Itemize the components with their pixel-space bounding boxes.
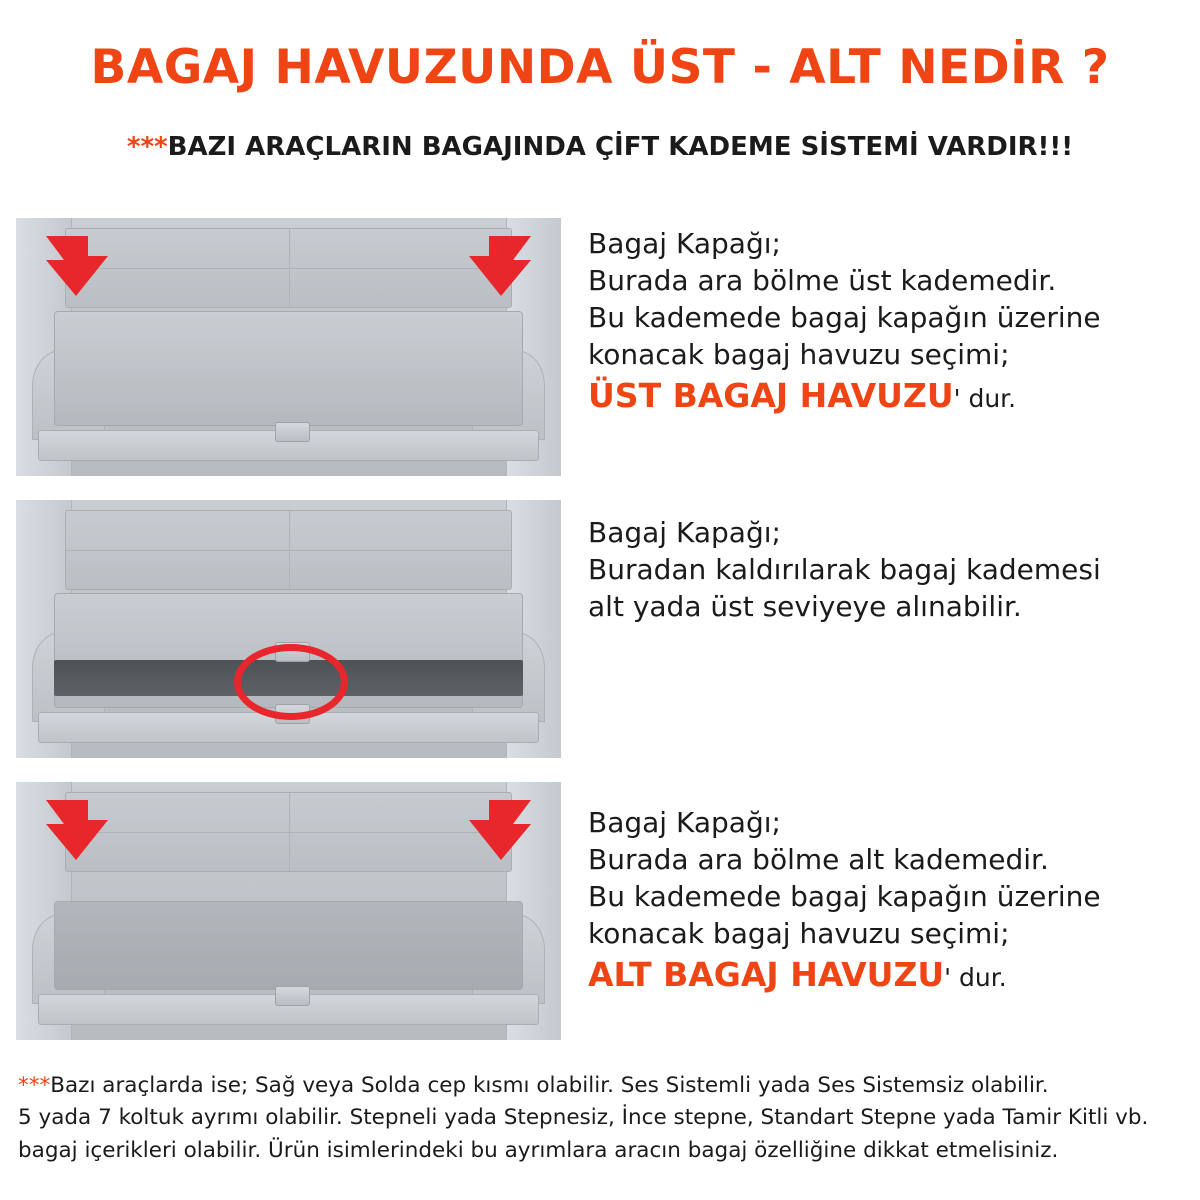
text-line: konacak bagaj havuzu seçimi; [588,337,1010,371]
highlight-suffix: ' dur. [953,383,1017,413]
arrow-right-icon [461,230,535,304]
highlight-text: ÜST BAGAJ HAVUZU [588,375,954,415]
rear-seatback [65,510,512,589]
rear-seatback [65,228,512,307]
footer-line-1: Bazı araçlarda ise; Sağ veya Solda cep kısmı olabilir. Ses Sistemli yada Ses Sistemsiz olabilir. [50,1073,1049,1098]
rear-seatback [65,792,512,871]
cargo-floor-panel [54,311,523,427]
text-line: Buradan kaldırılarak bagaj kademesi [588,552,1101,586]
trunk-photo-lever [16,500,561,758]
text-block-kademe-ayar [588,515,1188,626]
subtitle-stars: *** [126,132,168,162]
highlight-line [588,953,1188,997]
subtitle-text: BAZI ARAÇLARIN BAGAJINDA ÇİFT KADEME SİSTEMİ VARDIR!!! [167,132,1074,162]
text-line: Burada ara bölme alt kademedir. [588,842,1049,876]
footer-line [18,1070,1183,1102]
footer-line-2: 5 yada 7 koltuk ayrımı olabilir. Stepneli yada Stepnesiz, İnce stepne, Standart Stepne yada Tamir Kitli vb. [18,1105,1149,1131]
text-line: Bu kademede bagaj kapağın üzerine [588,300,1101,334]
arrow-left-icon [42,230,116,304]
highlight-suffix: ' dur. [944,962,1007,992]
trunk-photo-lower [16,782,561,1040]
footer-line-3: bagaj içerikleri olabilir. Ürün isimlerindeki bu ayrımlara aracın bagaj özelliğine dikkat etmelisiniz. [18,1137,1059,1163]
text-line: alt yada üst seviyeye alınabilir. [588,589,1022,623]
arrow-left-icon [42,794,116,868]
page-subtitle [0,132,1200,162]
highlight-text: ALT BAGAJ HAVUZU [588,954,945,994]
text-line: Bu kademede bagaj kapağın üzerine [588,879,1101,913]
cargo-floor-panel-lowered [54,901,523,991]
text-block-alt-kademe [588,805,1188,996]
text-line: Bagaj Kapağı; [588,227,781,260]
text-line: Bagaj Kapağı; [588,806,781,839]
text-block-ust-kademe [588,226,1188,417]
arrow-right-icon [461,794,535,868]
trunk-photo-upper [16,218,561,476]
text-line: Burada ara bölme üst kademedir. [588,263,1057,297]
footer-stars: *** [18,1073,51,1098]
trunk-latch [275,986,310,1006]
footer-note [18,1070,1183,1167]
text-line: konacak bagaj havuzu seçimi; [588,916,1010,950]
highlight-line [588,374,1188,418]
page-title: BAGAJ HAVUZUNDA ÜST - ALT NEDİR ? [90,40,1110,95]
trunk-latch [275,422,310,442]
highlight-ellipse-icon [234,644,348,720]
text-line: Bagaj Kapağı; [588,516,781,549]
